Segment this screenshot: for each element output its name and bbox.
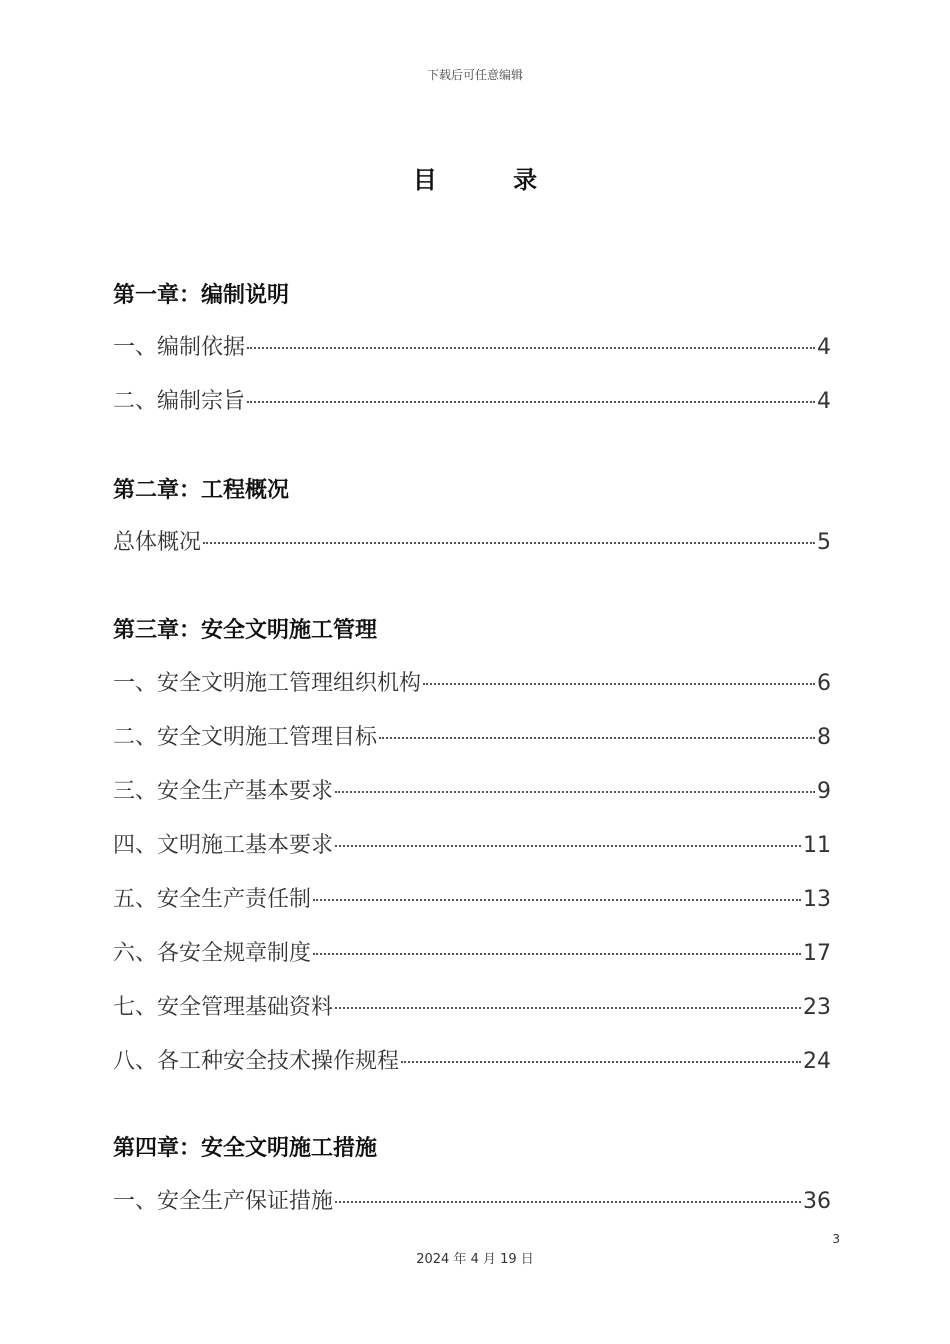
toc-entry-page: 5 <box>817 530 831 555</box>
dot-leader <box>335 844 801 847</box>
toc-entry-label: 二、安全文明施工管理目标 <box>113 725 378 750</box>
toc-entry-label: 总体概况 <box>113 530 202 555</box>
dot-leader <box>335 1200 801 1203</box>
footer-date: 2024 年 4 月 19 日 <box>416 1252 534 1267</box>
page-number: 3 <box>832 1232 840 1246</box>
toc-entry-label: 二、编制宗旨 <box>113 389 246 414</box>
toc-entry-page: 8 <box>817 725 831 750</box>
toc-entry-label: 七、安全管理基础资料 <box>113 995 334 1020</box>
dot-leader <box>313 952 801 955</box>
toc-entry-page: 6 <box>817 671 831 696</box>
toc-entry-label: 六、各安全规章制度 <box>113 941 312 966</box>
dot-leader <box>247 346 815 349</box>
toc-entry-label: 五、安全生产责任制 <box>113 887 312 912</box>
toc-entry[interactable] <box>113 330 831 362</box>
toc-entry-page: 36 <box>803 1189 831 1214</box>
toc-entry[interactable] <box>113 384 831 416</box>
dot-leader <box>423 682 815 685</box>
toc-title: 目 录 <box>412 166 572 194</box>
chapter-3-heading: 第三章：安全文明施工管理 <box>113 618 378 643</box>
toc-entry[interactable] <box>113 720 831 752</box>
dot-leader <box>379 736 815 739</box>
page-header: 下载后可任意编辑 <box>426 68 523 82</box>
dot-leader <box>401 1060 801 1063</box>
toc-entry[interactable] <box>113 525 831 557</box>
toc-entry[interactable] <box>113 666 831 698</box>
toc-entry[interactable] <box>113 1184 831 1216</box>
toc-entry[interactable] <box>113 882 831 914</box>
toc-entry-page: 24 <box>803 1049 831 1074</box>
dot-leader <box>247 400 815 403</box>
toc-entry-page: 9 <box>817 779 831 804</box>
toc-entry[interactable] <box>113 936 831 968</box>
toc-entry[interactable] <box>113 1044 831 1076</box>
toc-entry[interactable] <box>113 774 831 806</box>
chapter-1-heading: 第一章：编制说明 <box>113 283 290 308</box>
dot-leader <box>313 898 801 901</box>
dot-leader <box>335 790 815 793</box>
toc-entry-label: 八、各工种安全技术操作规程 <box>113 1049 400 1074</box>
toc-entry-page: 4 <box>817 389 831 414</box>
chapter-2-heading: 第二章：工程概况 <box>113 478 290 503</box>
toc-entry-label: 三、安全生产基本要求 <box>113 779 334 804</box>
toc-entry-page: 17 <box>803 941 831 966</box>
chapter-4-heading: 第四章：安全文明施工措施 <box>113 1136 378 1161</box>
toc-entry-page: 4 <box>817 335 831 360</box>
toc-entry[interactable] <box>113 828 831 860</box>
toc-entry-page: 13 <box>803 887 831 912</box>
dot-leader <box>203 541 815 544</box>
toc-entry-page: 11 <box>803 833 831 858</box>
toc-entry-label: 一、编制依据 <box>113 335 246 360</box>
toc-entry-label: 一、安全生产保证措施 <box>113 1189 334 1214</box>
dot-leader <box>335 1006 801 1009</box>
toc-entry-label: 四、文明施工基本要求 <box>113 833 334 858</box>
toc-entry-page: 23 <box>803 995 831 1020</box>
toc-entry[interactable] <box>113 990 831 1022</box>
toc-entry-label: 一、安全文明施工管理组织机构 <box>113 671 422 696</box>
